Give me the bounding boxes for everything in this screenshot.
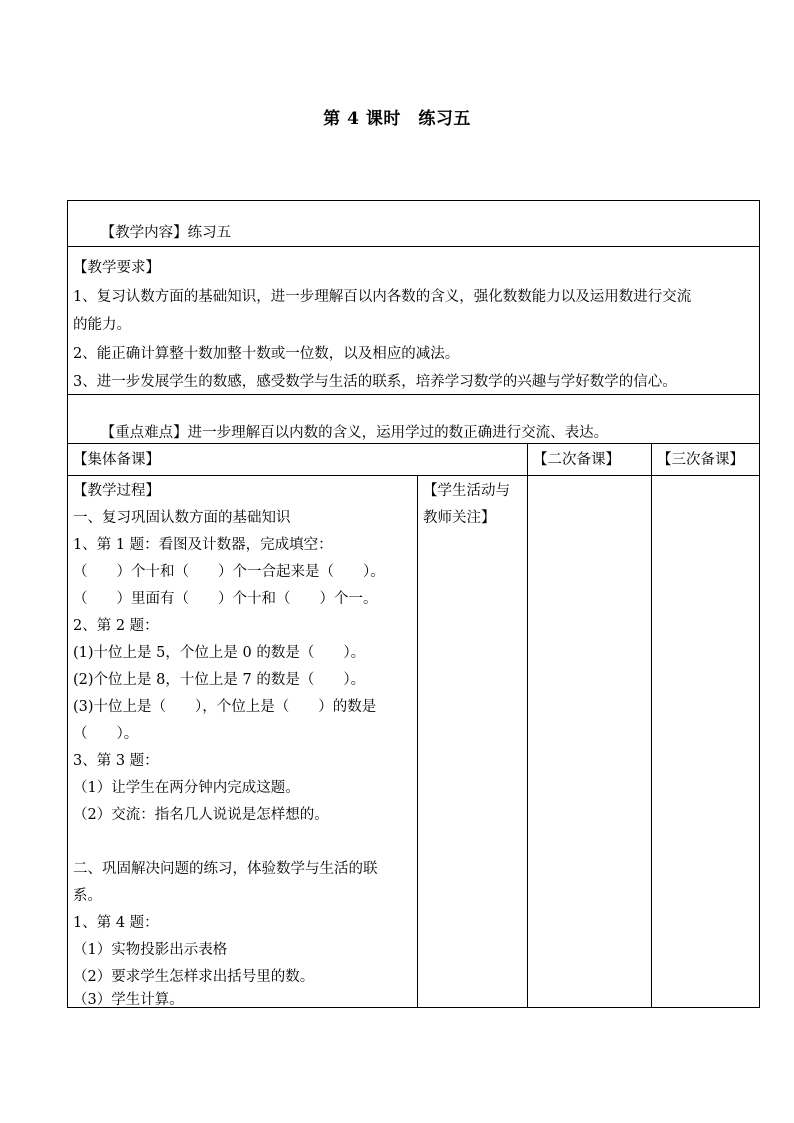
column-divider	[417, 476, 418, 1007]
second-prep-header: 【二次备课】	[533, 452, 620, 468]
process-line: （1）让学生在两分钟内完成这题。	[73, 780, 300, 796]
keypoints-row	[68, 395, 759, 444]
column-divider	[527, 444, 528, 1007]
requirement-line-4: 3、进一步发展学生的数感，感受数学与生活的联系，培养学习数学的兴趣与学好数学的信心。	[73, 374, 677, 390]
process-line: (1)十位上是 5，个位上是 0 的数是（ ）。	[73, 645, 366, 661]
process-line: （ ）。	[73, 726, 139, 742]
content-text: 练习五	[187, 225, 232, 241]
process-line: （1）实物投影出示表格	[73, 942, 228, 958]
third-prep-header: 【三次备课】	[657, 452, 744, 468]
lesson-plan-table	[67, 200, 760, 1008]
process-line: (2)个位上是 8，十位上是 7 的数是（ ）。	[73, 672, 366, 688]
requirement-line-3: 2、能正确计算整十数加整十数或一位数，以及相应的减法。	[73, 346, 460, 362]
process-line: （2）要求学生怎样求出括号里的数。	[73, 969, 315, 985]
content-row	[68, 201, 759, 247]
process-line: 系。	[73, 888, 102, 904]
process-line: （ ）里面有（ ）个十和（ ）个一。	[73, 591, 378, 607]
process-line: 二、巩固解决问题的练习，体验数学与生活的联	[73, 861, 378, 877]
process-line: 2、第 2 题：	[73, 618, 159, 634]
headers-row	[68, 444, 759, 476]
requirements-row	[68, 247, 759, 395]
process-line: 1、第 1 题：看图及计数器，完成填空：	[73, 537, 333, 553]
requirement-line-1: 1、复习认数方面的基础知识，进一步理解百以内各数的含义，强化数数能力以及运用数进行交流	[73, 289, 692, 305]
page-title: 第 4 课时 练习五	[323, 109, 471, 129]
activity-label-line-2: 教师关注】	[423, 510, 496, 526]
keypoints-label: 【重点难点】	[100, 425, 188, 441]
requirements-label: 【教学要求】	[73, 260, 160, 276]
keypoints-text: 进一步理解百以内数的含义，运用学过的数正确进行交流、表达。	[187, 425, 609, 441]
process-line: 3、第 3 题：	[73, 753, 159, 769]
process-area	[68, 476, 759, 1007]
process-line: 1、第 4 题：	[73, 915, 159, 931]
process-line: (3)十位上是（ ），个位上是（ ）的数是	[73, 699, 377, 715]
collective-header: 【集体备课】	[73, 452, 160, 468]
column-divider	[651, 444, 652, 1007]
process-line: （2）交流：指名几人说说是怎样想的。	[73, 807, 329, 823]
process-line: （3）学生计算。	[73, 992, 184, 1008]
process-label: 【教学过程】	[73, 483, 160, 499]
process-line: （ ）个十和（ ）个一合起来是（ ）。	[73, 564, 385, 580]
requirement-line-2: 的能力。	[73, 317, 131, 333]
activity-label-line-1: 【学生活动与	[423, 483, 510, 499]
content-label: 【教学内容】	[100, 225, 188, 241]
process-line: 一、复习巩固认数方面的基础知识	[73, 510, 291, 526]
